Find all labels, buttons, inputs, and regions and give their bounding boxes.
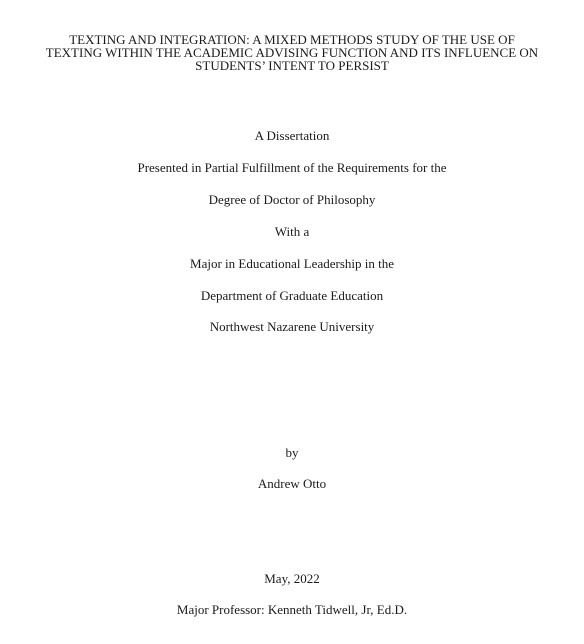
major-line: Major in Educational Leadership in the [190,256,394,271]
submission-date: May, 2022 [264,571,320,586]
dissertation-title [20,33,564,72]
document-type: A Dissertation [254,128,330,143]
title-line-3: STUDENTS’ INTENT TO PERSIST [195,58,389,73]
title-line-2: TEXTING WITHIN THE ACADEMIC ADVISING FUNCTION AND ITS INFLUENCE ON [45,45,539,60]
fulfillment-statement: Presented in Partial Fulfillment of the Requirements for the [137,160,447,175]
title-line-1: TEXTING AND INTEGRATION: A MIXED METHODS STUDY OF THE USE OF [69,32,515,47]
author-name: Andrew Otto [257,476,327,491]
with-line: With a [274,224,310,239]
by-line: by [285,445,299,460]
major-professor: Major Professor: Kenneth Tidwell, Jr, Ed.D. [176,602,408,617]
degree-name: Degree of Doctor of Philosophy [208,192,376,207]
university-name: Northwest Nazarene University [209,319,375,334]
department-name: Department of Graduate Education [200,288,384,303]
